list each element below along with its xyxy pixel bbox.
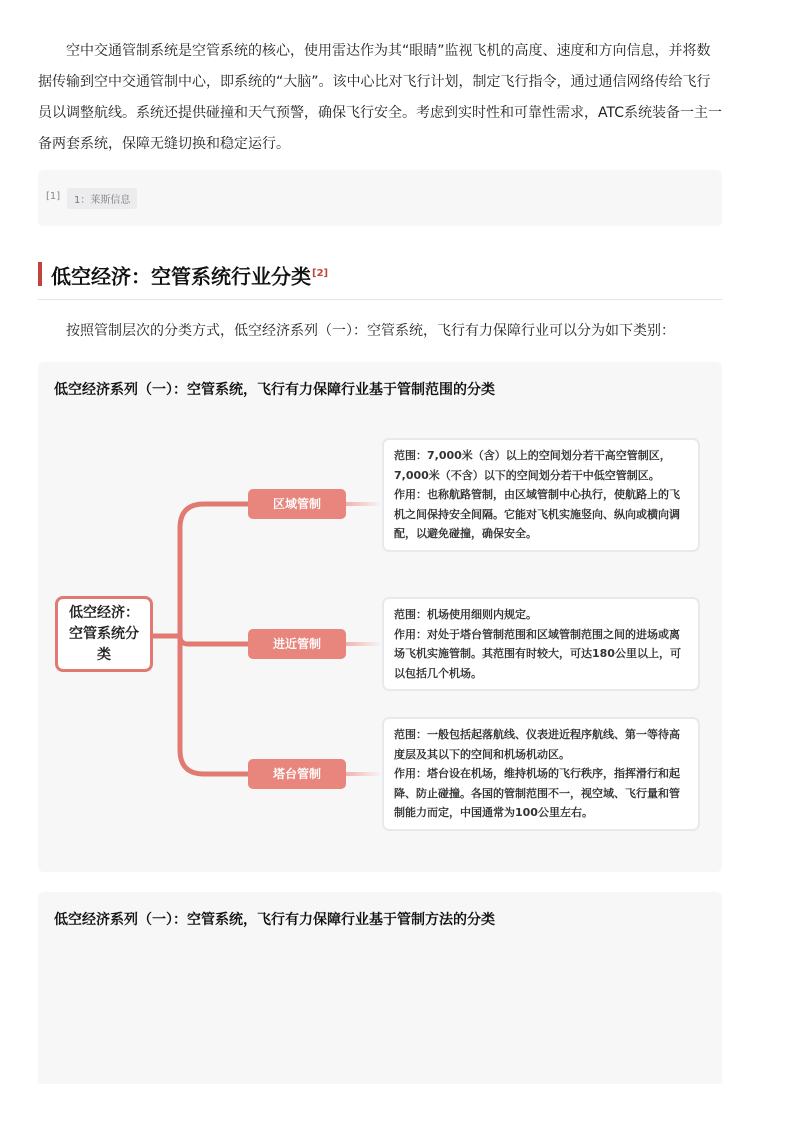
section-ref-link[interactable]: [2]: [312, 268, 329, 279]
connector-leaf-3: [346, 772, 382, 776]
card-title: 低空经济系列（一）：空管系统，飞行有力保障行业基于管制方法的分类: [54, 912, 495, 928]
mindmap-root-node: 低空经济：空管系统分类: [55, 596, 153, 672]
leaf-approach-control: [382, 597, 700, 691]
leaf-range: 范围：机场使用细则内规定。: [394, 608, 537, 621]
leaf-role: 作用：也称航路管制，由区域管制中心执行，使航路上的飞机之间保持安全间隔。它能对飞机实施竖向、纵向或横向调配，以避免碰撞，确保安全。: [394, 488, 680, 540]
connector-branch-1: [180, 504, 248, 636]
section-heading: [38, 259, 722, 300]
leaf-tower-control: [382, 717, 700, 831]
leaf-role: 作用：对处于塔台管制范围和区域管制范围之间的进场或离场飞机实施管制。其范围有时较大，可达180公里以上，可以包括几个机场。: [394, 627, 681, 680]
reference-tag[interactable]: 1：莱斯信息: [67, 188, 137, 209]
connector-branch-2: [180, 636, 248, 644]
connector-leaf-2: [346, 642, 382, 646]
card-title: 低空经济系列（一）：空管系统，飞行有力保障行业基于管制范围的分类: [54, 382, 495, 398]
reference-number: [1]: [46, 191, 61, 202]
connector-leaf-1: [346, 502, 382, 506]
leaf-area-control: [382, 438, 700, 552]
branch-node-area-control: 区域管制: [248, 489, 346, 519]
intro-paragraph: 空中交通管制系统是空管系统的核心，使用雷达作为其“眼睛”监视飞机的高度、速度和方向信息，并将数据传输到空中交通管制中心，即系统的“大脑”。该中心比对飞行计划，制定飞行指令，通过通信网络传给飞行员以调整航线。系统还提供碰撞和天气预警，确保飞行安全。考虑到实时性和可靠性需求，ATC系统装备一主一备两套系统，保障无缝切换和稳定运行。: [38, 43, 722, 152]
leaf-range: 范围：7,000米（含）以上的空间划分若干高空管制区，7,000米（不含）以下的空间划分若干中低空管制区。: [394, 449, 671, 482]
classification-card-scope: [38, 362, 722, 872]
branch-node-approach-control: 进近管制: [248, 629, 346, 659]
section-title: 低空经济：空管系统行业分类: [51, 264, 311, 289]
branch-node-tower-control: 塔台管制: [248, 759, 346, 789]
leaf-role: 作用：塔台设在机场，维持机场的飞行秩序，指挥滑行和起降、防止碰撞。各国的管制范围不一，视空域、飞行量和管制能力而定，中国通常为100公里左右。: [394, 767, 680, 819]
leaf-range: 范围：一般包括起落航线、仪表进近程序航线、第一等待高度层及其以下的空间和机场机动区。: [394, 728, 680, 761]
reference-box: [38, 170, 722, 226]
section-paragraph: 按照管制层次的分类方式，低空经济系列（一）：空管系统，飞行有力保障行业可以分为如下类别：: [66, 323, 675, 339]
heading-accent-bar: [38, 262, 42, 286]
classification-card-method: [38, 892, 722, 1084]
connector-branch-3: [180, 636, 248, 774]
